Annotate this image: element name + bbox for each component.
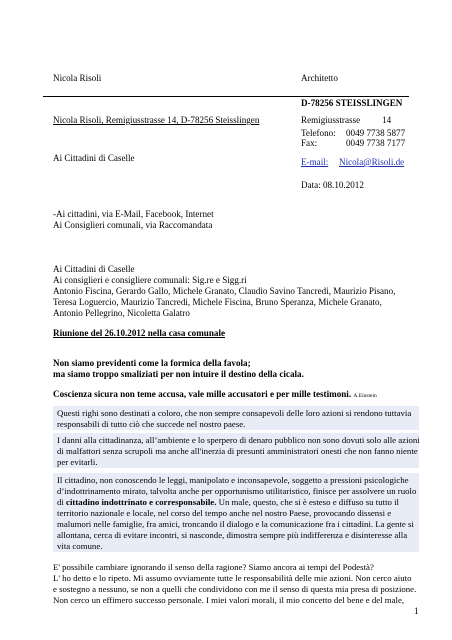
email-link[interactable]: Nicola@Risoli.de [339,157,405,167]
subject-line: Riunione del 26.10.2012 nella casa comunale [53,328,226,338]
fax-label: Fax: [301,138,318,148]
paragraph-4 [53,562,417,606]
header-rule [43,96,409,97]
paragraph-3 [57,475,417,552]
addressee-line-5: Antonio Pellegrino, Nicoletta Galatro [53,308,190,318]
distribution-line-2: Ai Consiglieri comunali, via Raccomandata [53,220,213,230]
paragraph-3-line-5: malumori nelle famiglie, fra amici, troncando il dialogo e la comunicazione fra i cittadini. La gente si [57,519,414,529]
paragraph-3-line-3-post: Un male, questo, che si è esteso e diffuso su tutto il [216,497,399,507]
quote-text: Coscienza sicura non teme accusa, vale mille accusatori e per mille testimoni. [53,389,352,399]
paragraph-3-line-4: territorio nazionale e locale, nel corso del tempo anche nel nostro Paese, provocando dissensi e [57,508,392,518]
paragraph-4-line-4: Non cerco un effimero successo personale. I miei valori morali, il mio concetto del bene e del male, [53,595,405,605]
author-name: Nicola Risoli [53,73,102,83]
paragraph-2-line-3: per evitarli. [57,457,98,467]
street-number: 14 [382,115,392,125]
addressee-line-3: Antonio Fiscina, Gerardo Gallo, Michele Granato, Claudio Savino Tancredi, Maurizio Pisano, [53,286,396,296]
paragraph-4-line-3: e sostegno a nessuno, se non a quelli che condividono con me il senso di questa mia presa di posizione. [53,584,417,594]
paragraph-1-line-1: Questi righi sono destinati a coloro, che non sempre consapevoli delle loro azioni si rendono tuttavia [57,408,412,418]
paragraph-3-line-3-pre: di [57,497,67,507]
recipient: Ai Cittadini di Caselle [53,153,135,163]
paragraph-4-line-1: E' possibile cambiare ignorando il senso della ragione? Siamo ancora ai tempi del Podestà? [53,562,374,572]
author-profession: Architetto [301,73,338,83]
motto-line-2: ma siamo troppo smaliziati per non intuire il destino della cicala. [53,369,304,379]
letter-date: Data: 08.10.2012 [301,180,364,190]
fax-number: 0049 7738 7177 [346,138,406,148]
paragraph-2-line-1: I danni alla cittadinanza, all’ambiente e lo sperpero di denaro pubblico non sono dovuti solo alle azioni [57,435,420,445]
page-number: 1 [414,606,419,616]
sender-line: Nicola Risoli, Remigiusstrasse 14, D-78256 Steisslingen [53,115,260,125]
paragraph-2 [57,435,420,468]
paragraph-2-line-2: di malfattori senza scrupoli ma anche all'inerzia di presunti amministratori onesti che non fanno niente [57,446,418,456]
paragraph-3-line-7: vita comune. [57,541,103,551]
paragraph-3-line-2: d’indottrinamento mirato, talvolta anche per opportunismo utilitaristico, finisce per assolvere un ruolo [57,486,417,496]
paragraph-3-line-1: Il cittadino, non conoscendo le leggi, manipolato e inconsapevole, soggetto a pressioni psicologiche [57,475,409,485]
paragraph-3-bold-phrase: cittadino indottrinato e corresponsabile. [66,497,217,507]
phone-label: Telefono: [301,128,336,138]
addressee-line-1: Ai Cittadini di Caselle [53,264,135,274]
phone-number: 0049 7738 5877 [346,128,406,138]
email-row[interactable] [301,157,404,168]
quote-author: A.Einstein [353,393,377,399]
quote-line [53,389,377,402]
sender-street [301,115,391,126]
addressee-line-2: Ai consiglieri e consigliere comunali: Sig.re e Sigg.ri [53,275,247,285]
paragraph-1 [57,408,417,430]
fax-row [301,138,405,149]
paragraph-3-line-3 [57,497,417,508]
addressee-line-4: Teresa Loguercio, Maurizio Tancredi, Michele Fiscina, Bruno Speranza, Michele Granato, [53,297,382,307]
distribution-line-1: -Ai cittadini, via E-Mail, Facebook, Internet [53,209,214,219]
motto-line-1: Non siamo previdenti come la formica della favola; [53,358,251,368]
paragraph-1-line-2: responsabili di tutto ciò che succede nel nostro paese. [57,419,246,429]
author-city: D-78256 STEISSLINGEN [301,98,403,108]
email-label: E-mail: [301,157,329,167]
street-name: Remigiusstrasse [301,115,361,125]
paragraph-4-line-2: L' ho detto e lo ripeto. Mi assumo ovviamente tutte le responsabilità delle mie azioni. Non cerco aiuto [53,573,412,583]
paragraph-3-line-6: allontana, cerca di evitare incontri, si nasconde, dimostra sempre più indifferenza e disinteresse alla [57,530,408,540]
